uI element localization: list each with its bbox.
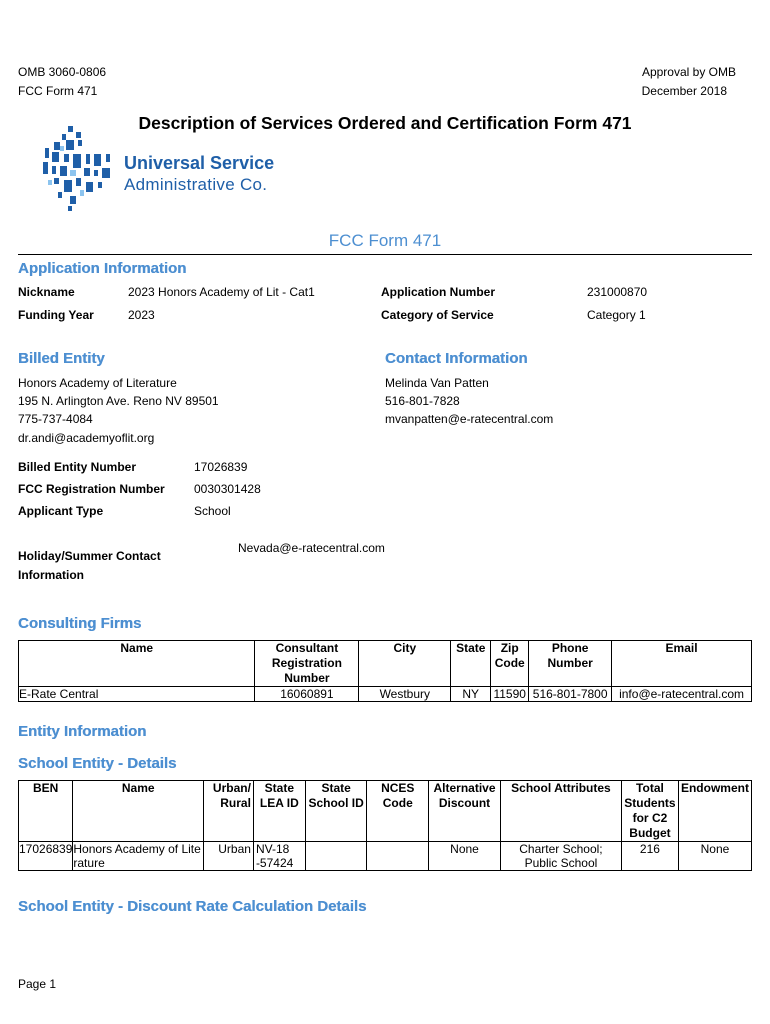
school-entity-header-row — [19, 781, 752, 842]
consultant-zip: 11590 — [491, 687, 529, 702]
col-urban-rural: Urban/ Rural — [204, 781, 254, 842]
nickname-value: 2023 Honors Academy of Lit - Cat1 — [128, 285, 315, 299]
col-consultant-registration-number: Consultant Registration Number — [255, 641, 359, 687]
school-entity-details-heading: School Entity - Details — [18, 755, 177, 772]
school-endowment: None — [678, 842, 751, 871]
col-phone-number: Phone Number — [529, 641, 612, 687]
applicant-type-value: School — [194, 504, 231, 518]
application-number-label: Application Number — [381, 285, 496, 299]
funding-year-value: 2023 — [128, 308, 155, 322]
heading-rule — [18, 254, 752, 255]
form-heading: FCC Form 471 — [328, 231, 442, 250]
billed-entity-address: 195 N. Arlington Ave. Reno NV 89501 — [18, 394, 219, 408]
col-school-attributes: School Attributes — [500, 781, 621, 842]
consulting-firms-header-row — [19, 641, 752, 687]
consulting-firms-heading: Consulting Firms — [18, 615, 142, 632]
billed-entity-phone: 775-737-4084 — [18, 412, 93, 426]
school-total-students: 216 — [621, 842, 678, 871]
col-state: State — [451, 641, 491, 687]
table-row — [19, 687, 752, 702]
col-endowment: Endowment — [678, 781, 751, 842]
consultant-name: E-Rate Central — [19, 687, 255, 702]
omb-number: OMB 3060-0806 — [18, 65, 107, 79]
omb-approval-date: December 2018 — [641, 84, 727, 98]
table-row — [19, 842, 752, 871]
col-ben: BEN — [19, 781, 73, 842]
contact-information-heading: Contact Information — [385, 350, 528, 367]
consultant-state: NY — [451, 687, 491, 702]
school-nces-code — [367, 842, 429, 871]
col-name: Name — [19, 641, 255, 687]
discount-rate-heading: School Entity - Discount Rate Calculation Details — [18, 898, 367, 915]
application-number-value: 231000870 — [587, 285, 648, 299]
school-state-school-id — [305, 842, 367, 871]
school-ben: 17026839 — [19, 842, 73, 871]
billed-entity-number-value: 17026839 — [194, 460, 248, 474]
billed-entity-number-label: Billed Entity Number — [18, 460, 137, 474]
category-of-service-value: Category 1 — [587, 308, 646, 322]
school-name: Honors Academy of Lite rature — [73, 842, 204, 871]
billed-entity-name: Honors Academy of Literature — [18, 376, 177, 390]
school-entity-table — [18, 780, 752, 871]
contact-phone: 516-801-7828 — [385, 394, 460, 408]
school-alternative-discount: None — [429, 842, 501, 871]
applicant-type-label: Applicant Type — [18, 504, 104, 518]
consultant-city: Westbury — [359, 687, 451, 702]
school-state-lea-id: NV-18 -57424 — [253, 842, 305, 871]
col-state-school-id: State School ID — [305, 781, 367, 842]
col-city: City — [359, 641, 451, 687]
col-zip-code: Zip Code — [491, 641, 529, 687]
funding-year-label: Funding Year — [18, 308, 94, 322]
nickname-label: Nickname — [18, 285, 75, 299]
page-number: Page 1 — [18, 977, 57, 991]
col-state-lea-id: State LEA ID — [253, 781, 305, 842]
col-school-name: Name — [73, 781, 204, 842]
consulting-firms-table — [18, 640, 752, 702]
logo-line-1: Universal Service — [124, 153, 275, 173]
consultant-phone: 516-801-7800 — [529, 687, 612, 702]
fcc-registration-number-label: FCC Registration Number — [18, 482, 165, 496]
fcc-registration-number-value: 0030301428 — [194, 482, 261, 496]
logo-line-2: Administrative Co. — [124, 175, 268, 194]
entity-information-heading: Entity Information — [18, 723, 147, 740]
consultant-crn: 16060891 — [255, 687, 359, 702]
col-alternative-discount: Alternative Discount — [429, 781, 501, 842]
contact-email: mvanpatten@e-ratecentral.com — [385, 412, 554, 426]
category-of-service-label: Category of Service — [381, 308, 494, 322]
school-urban-rural: Urban — [204, 842, 254, 871]
form-number: FCC Form 471 — [18, 84, 98, 98]
consultant-email: info@e-ratecentral.com — [612, 687, 752, 702]
col-nces-code: NCES Code — [367, 781, 429, 842]
contact-name: Melinda Van Patten — [385, 376, 489, 390]
billed-entity-email: dr.andi@academyoflit.org — [18, 431, 155, 445]
omb-approval: Approval by OMB — [641, 65, 736, 79]
holiday-contact-label: Holiday/Summer Contact — [18, 549, 161, 563]
holiday-contact-value: Nevada@e-ratecentral.com — [238, 541, 385, 555]
billed-entity-heading: Billed Entity — [18, 350, 105, 367]
col-email: Email — [612, 641, 752, 687]
usac-logo-icon — [40, 124, 120, 212]
school-attributes: Charter School; Public School — [500, 842, 621, 871]
col-total-students: Total Students for C2 Budget — [621, 781, 678, 842]
holiday-contact-label-2: Information — [18, 568, 84, 582]
document-title: Description of Services Ordered and Certification Form 471 — [138, 113, 632, 133]
application-information-heading: Application Information — [18, 260, 187, 277]
